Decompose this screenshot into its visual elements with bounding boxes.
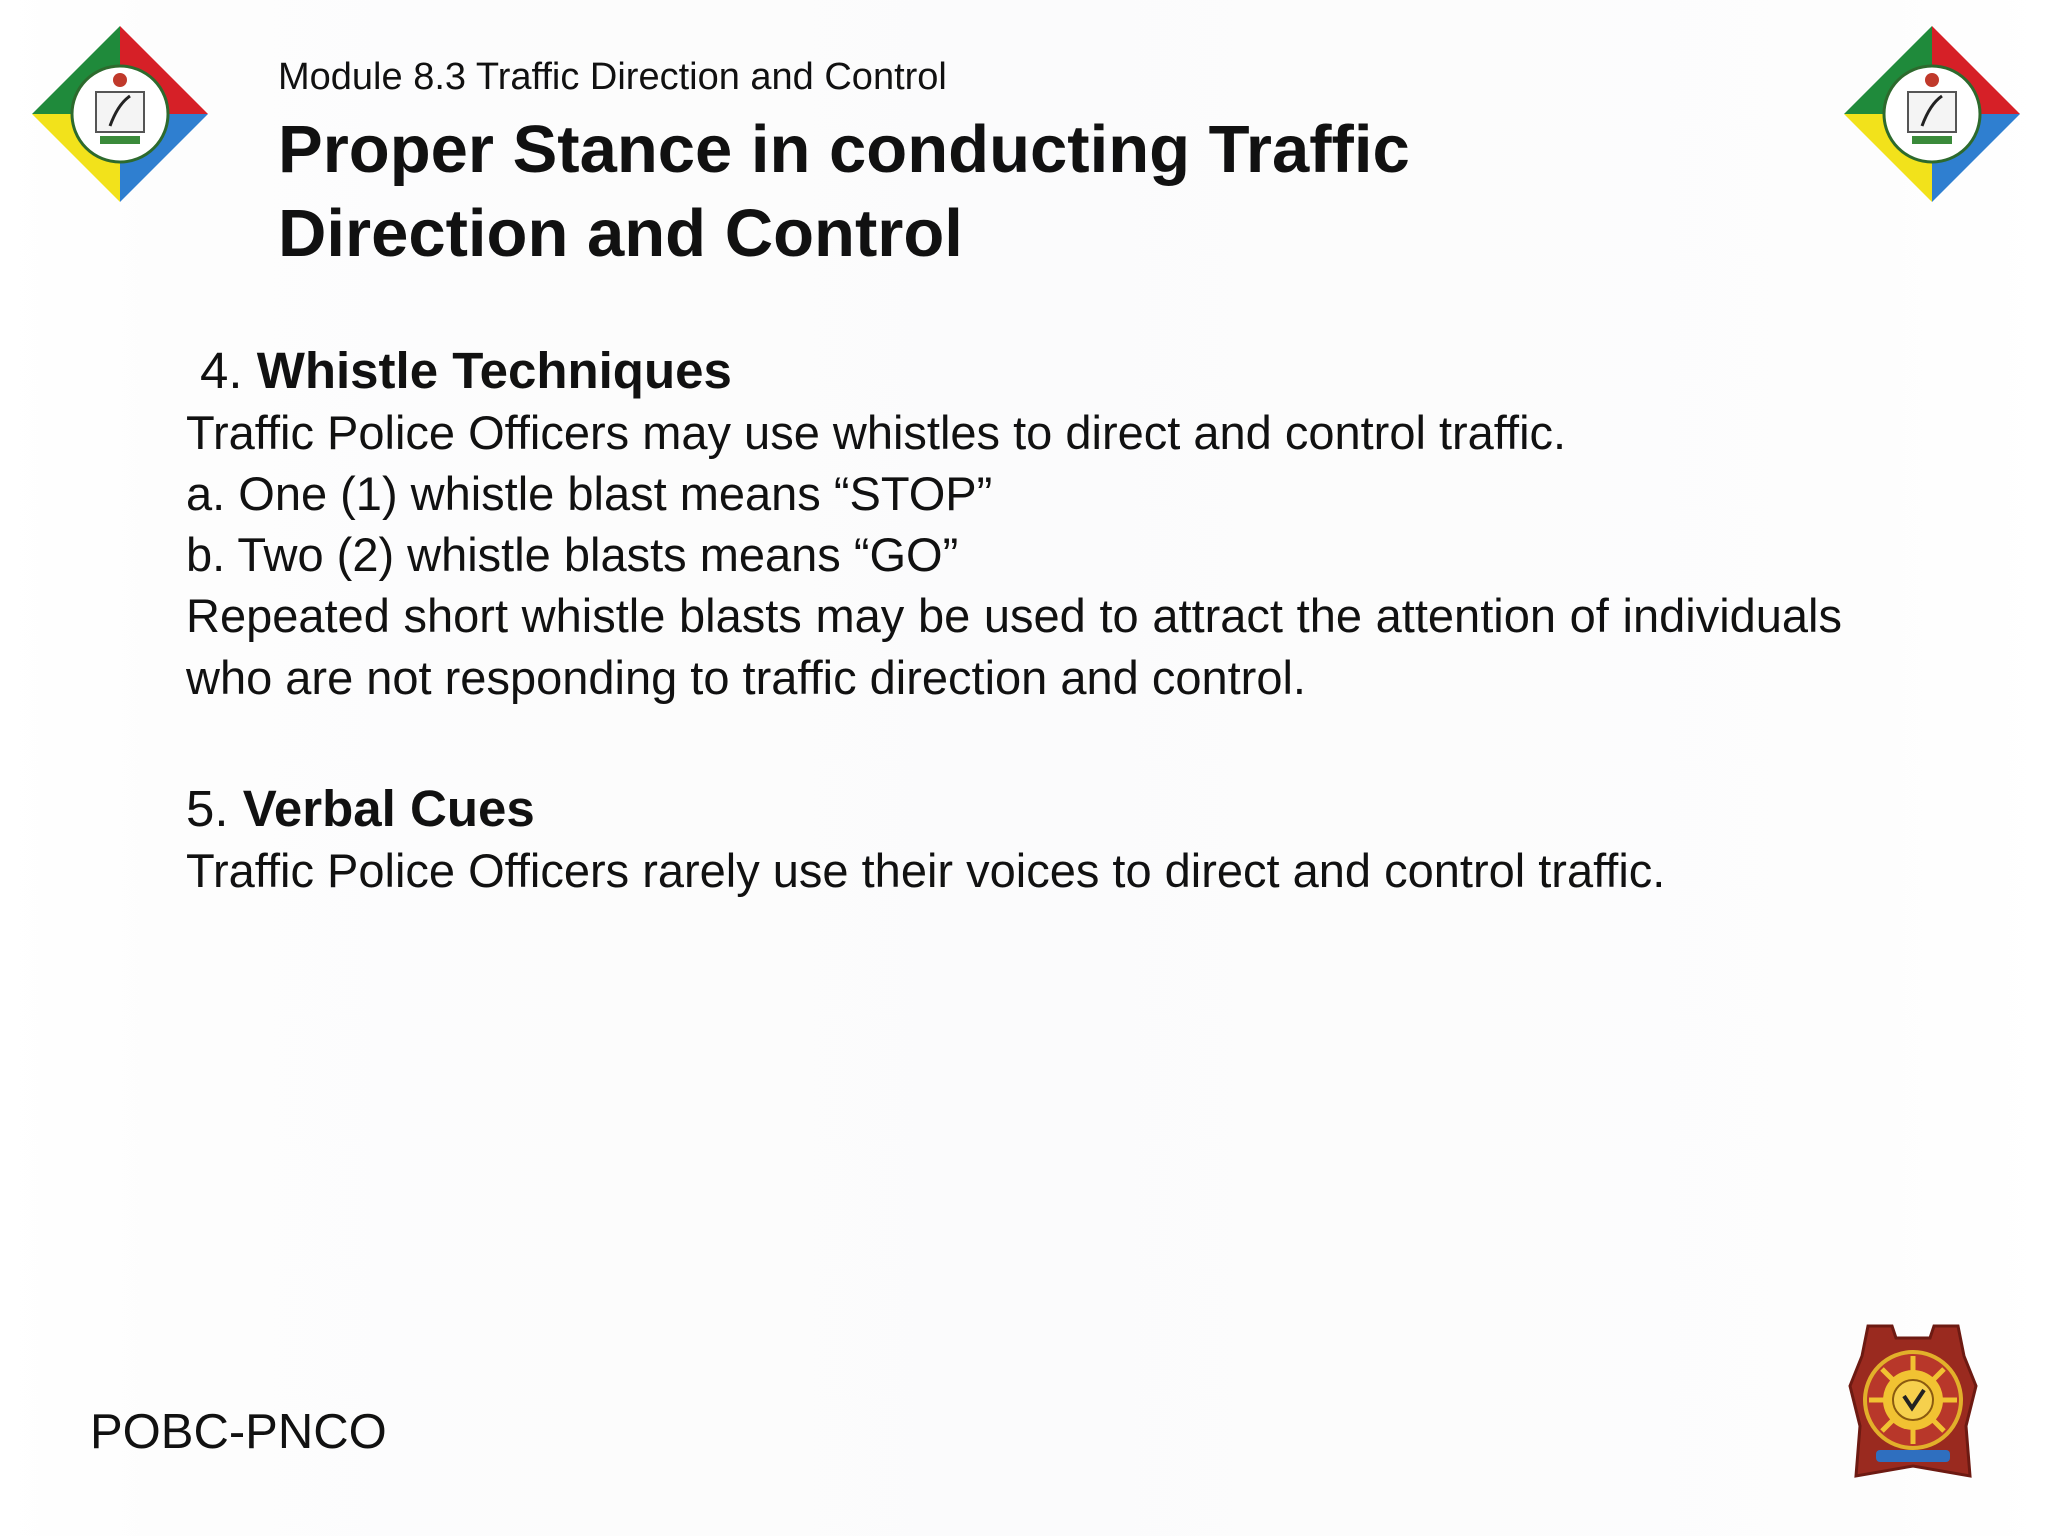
section-verbal-cues bbox=[186, 778, 1842, 901]
section-title: Verbal Cues bbox=[242, 780, 535, 837]
section-number: 5. bbox=[186, 780, 229, 837]
page-title-line-2: Direction and Control bbox=[278, 196, 963, 271]
body-line: Traffic Police Officers may use whistles to direct and control traffic. bbox=[186, 406, 1567, 459]
body-line: Traffic Police Officers rarely use their voices to direct and control traffic. bbox=[186, 844, 1666, 897]
footer-label: POBC-PNCO bbox=[90, 1405, 387, 1459]
diamond-emblem-icon bbox=[30, 24, 210, 204]
body-paragraph: Repeated short whistle blasts may be used to attract the attention of individuals who are not responding to traffic direction and control. bbox=[186, 589, 1842, 704]
section-heading bbox=[186, 340, 1842, 402]
list-item: b. Two (2) whistle blasts means “GO” bbox=[186, 528, 959, 581]
list-item: a. One (1) whistle blast means “STOP” bbox=[186, 467, 993, 520]
page-title-line-1: Proper Stance in conducting Traffic bbox=[278, 112, 1410, 187]
section-whistle-techniques bbox=[186, 340, 1842, 709]
pnp-seal-icon bbox=[1846, 1316, 1980, 1484]
diamond-emblem-icon bbox=[1842, 24, 2022, 204]
section-heading bbox=[186, 778, 1842, 840]
module-label: Module 8.3 Traffic Direction and Control bbox=[278, 56, 947, 98]
section-number: 4. bbox=[200, 342, 243, 399]
page-title bbox=[278, 108, 1678, 276]
section-title: Whistle Techniques bbox=[256, 342, 732, 399]
